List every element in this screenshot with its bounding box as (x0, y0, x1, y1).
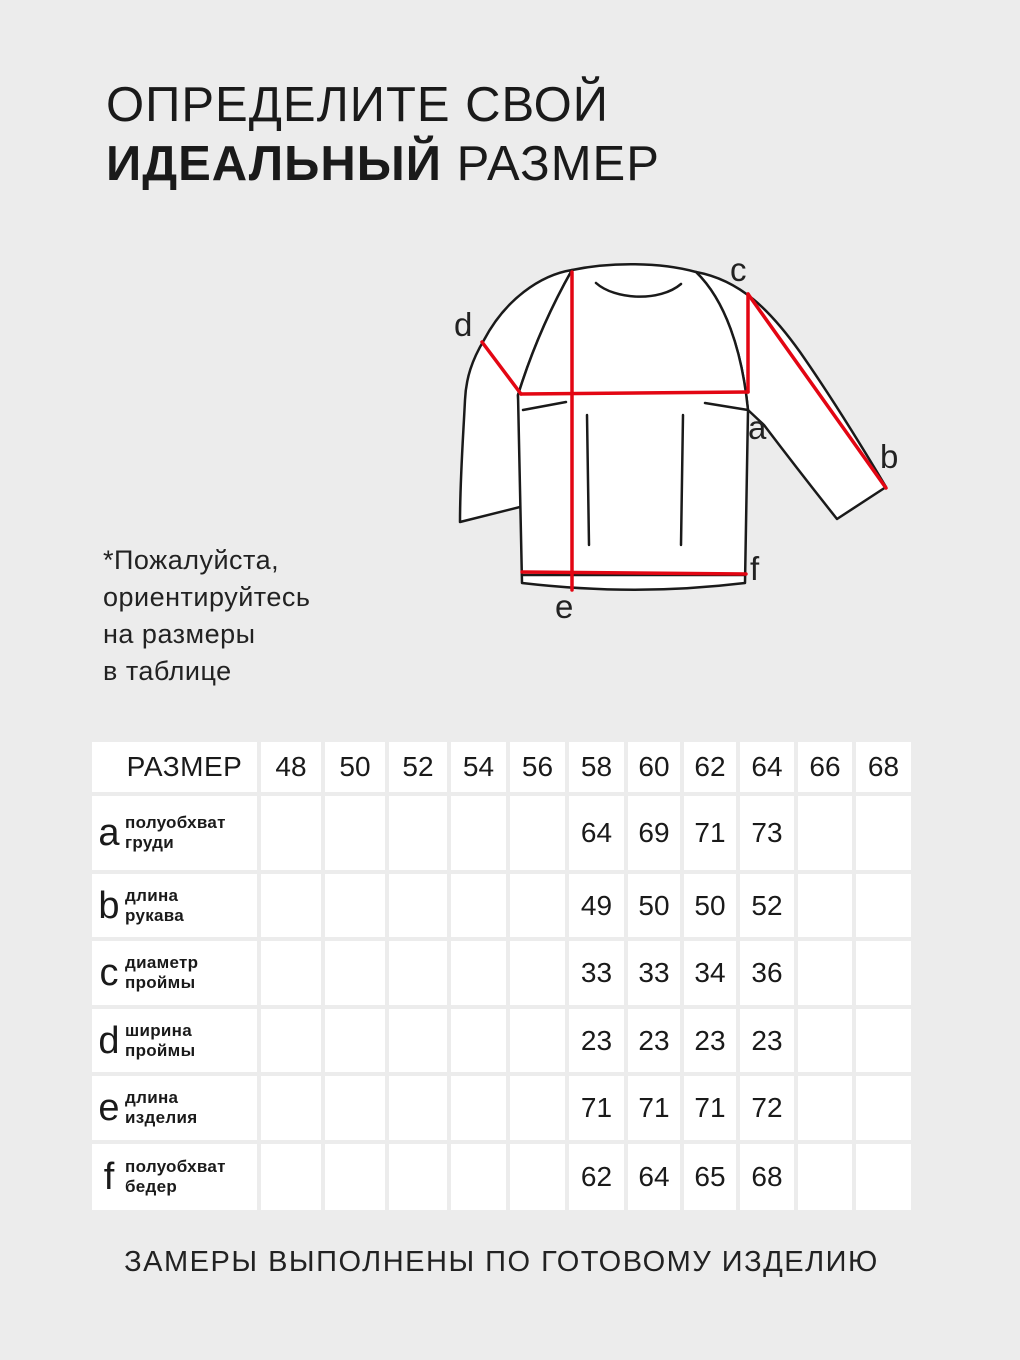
row-desc-line2: изделия (125, 1108, 198, 1127)
table-cell (798, 874, 852, 941)
header-size: 62 (684, 742, 736, 796)
table-cell (856, 941, 911, 1009)
table-cell (510, 1076, 565, 1144)
row-letter: a (98, 812, 120, 854)
table-cell (798, 796, 852, 874)
row-desc-line2: проймы (125, 1040, 196, 1060)
table-cell: 23 (628, 1009, 680, 1076)
row-letter: d (98, 1019, 120, 1062)
table-cell (325, 796, 385, 874)
table-cell: 71 (628, 1076, 680, 1144)
table-cell: 23 (569, 1009, 624, 1076)
table-cell: 65 (684, 1144, 736, 1214)
table-cell (856, 874, 911, 941)
row-label-cell (92, 874, 257, 941)
table-cell (798, 1009, 852, 1076)
table-cell: 68 (740, 1144, 794, 1214)
row-desc-line2: груди (125, 833, 175, 852)
label-d: d (454, 306, 473, 343)
table-cell (389, 941, 447, 1009)
table-cell (451, 941, 506, 1009)
label-c: c (730, 251, 747, 288)
table-cell (451, 1009, 506, 1076)
header-size: 60 (628, 742, 680, 796)
table-cell (389, 874, 447, 941)
table-cell: 64 (628, 1144, 680, 1214)
row-letter: e (98, 1087, 120, 1129)
garment-body (518, 264, 748, 590)
header-size: 50 (325, 742, 385, 796)
title-bold-word: ИДЕАЛЬНЫЙ (106, 137, 442, 191)
table-cell (261, 941, 321, 1009)
table-cell: 73 (740, 796, 794, 874)
footer-note: ЗАМЕРЫ ВЫПОЛНЕНЫ ПО ГОТОВОМУ ИЗДЕЛИЮ (124, 1246, 879, 1278)
header-size: 66 (798, 742, 852, 796)
table-cell: 50 (628, 874, 680, 941)
table-cell (798, 1144, 852, 1214)
row-desc-line2: бедер (125, 1177, 178, 1196)
table-cell (261, 1076, 321, 1144)
table-cell: 33 (569, 941, 624, 1009)
header-size: 52 (389, 742, 447, 796)
table-row (92, 1009, 911, 1076)
table-cell (261, 874, 321, 941)
table-cell (261, 796, 321, 874)
table-cell: 72 (740, 1076, 794, 1144)
table-cell: 52 (740, 874, 794, 941)
table-cell (798, 941, 852, 1009)
table-cell (325, 1076, 385, 1144)
table-cell (325, 1144, 385, 1214)
table-header-row (92, 742, 911, 796)
row-letter: b (98, 884, 120, 927)
row-letter: f (103, 1156, 115, 1198)
size-table (88, 742, 915, 1214)
table-cell (798, 1076, 852, 1144)
table-cell (451, 1076, 506, 1144)
note-line-4: в таблице (103, 656, 232, 686)
row-desc-line2: рукава (125, 905, 185, 925)
label-b: b (880, 438, 899, 475)
table-cell (261, 1144, 321, 1214)
table-cell: 71 (569, 1076, 624, 1144)
table-cell (510, 1009, 565, 1076)
table-row (92, 874, 911, 941)
header-size: 68 (856, 742, 911, 796)
row-desc-line1: длина (125, 885, 179, 905)
table-cell: 23 (684, 1009, 736, 1076)
label-e: e (555, 588, 574, 625)
table-cell (856, 1144, 911, 1214)
table-cell (325, 1009, 385, 1076)
table-cell (856, 1076, 911, 1144)
label-f: f (750, 550, 760, 587)
table-cell: 71 (684, 796, 736, 874)
row-desc-line1: длина (125, 1088, 179, 1107)
table-row (92, 941, 911, 1009)
table-cell: 64 (569, 796, 624, 874)
table-cell (510, 1144, 565, 1214)
label-a: a (748, 409, 767, 446)
line-a-chest (521, 392, 748, 394)
table-row (92, 1076, 911, 1144)
title-rest-word: РАЗМЕР (456, 137, 660, 191)
table-row (92, 796, 911, 874)
row-desc-line1: диаметр (125, 953, 199, 972)
note-line-2: ориентируйтесь (103, 582, 311, 612)
table-cell: 62 (569, 1144, 624, 1214)
garment-outline (460, 264, 886, 590)
table-cell (510, 874, 565, 941)
table-cell (389, 1076, 447, 1144)
table-cell (856, 796, 911, 874)
table-cell (451, 874, 506, 941)
table-cell: 36 (740, 941, 794, 1009)
row-letter: c (99, 952, 119, 994)
row-label-cell (92, 1009, 257, 1076)
line-f-hips (522, 572, 746, 574)
table-row (92, 1144, 911, 1214)
table-cell (389, 1009, 447, 1076)
table-cell (510, 796, 565, 874)
title-line-1: ОПРЕДЕЛИТЕ СВОЙ (106, 78, 609, 132)
table-cell (510, 941, 565, 1009)
row-desc-line1: полуобхват (125, 813, 226, 832)
row-desc-line1: полуобхват (125, 1157, 226, 1176)
header-size: 48 (261, 742, 321, 796)
row-desc-line1: ширина (125, 1020, 192, 1040)
table-cell: 69 (628, 796, 680, 874)
table-cell: 34 (684, 941, 736, 1009)
table-cell (451, 796, 506, 874)
note-line-3: на размеры (103, 619, 256, 649)
row-label-cell (92, 1144, 257, 1214)
table-cell: 71 (684, 1076, 736, 1144)
table-cell (451, 1144, 506, 1214)
table-cell (856, 1009, 911, 1076)
table-cell (325, 941, 385, 1009)
header-size: 64 (740, 742, 794, 796)
table-cell (261, 1009, 321, 1076)
table-cell (389, 796, 447, 874)
table-cell: 23 (740, 1009, 794, 1076)
row-label-cell (92, 796, 257, 874)
row-label-cell (92, 1076, 257, 1144)
header-size-label: РАЗМЕР (92, 742, 257, 796)
table-cell (325, 874, 385, 941)
table-cell: 50 (684, 874, 736, 941)
row-desc-line2: проймы (125, 973, 196, 992)
table-cell: 49 (569, 874, 624, 941)
table-cell (389, 1144, 447, 1214)
header-size: 58 (569, 742, 624, 796)
note-line-1: *Пожалуйста, (103, 545, 280, 575)
header-size: 54 (451, 742, 506, 796)
table-cell: 33 (628, 941, 680, 1009)
row-label-cell (92, 941, 257, 1009)
header-size: 56 (510, 742, 565, 796)
